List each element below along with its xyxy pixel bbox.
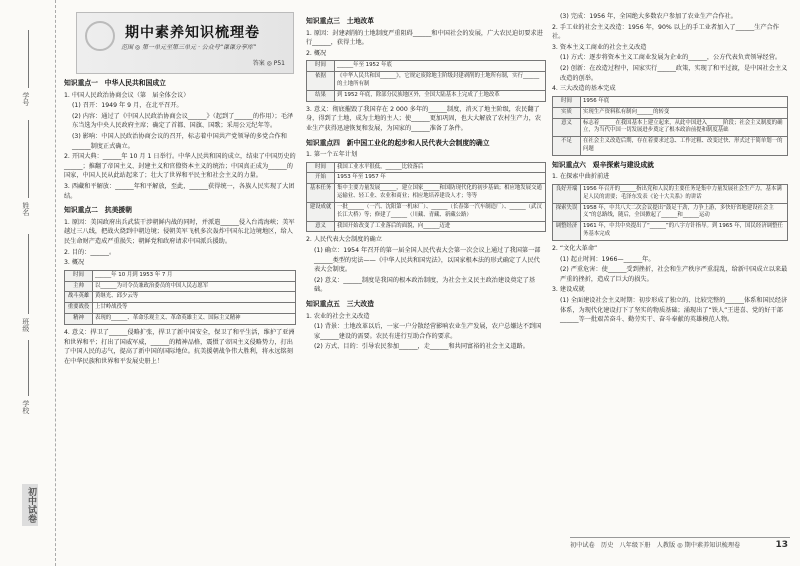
page-footer [570, 537, 790, 551]
table-cell: 一批______（一汽、沈阳第一机床厂）、______（长春第一汽车制造厂）、______（武汉长江大桥）等；修建了______（川藏、青藏、新藏公路） [335, 202, 546, 221]
column-middle [306, 12, 546, 353]
text-line: (1) 确立：1954 年召开的第一届全国人民代表大会第一次会议上通过了我国第一部______类型的宪法——《中华人民共和国宪法》，以国家根本法的形式确定了人民代表大会制度。 [314, 247, 541, 274]
table-cell: 1961 年，中共中央提出了“______”的八字方针指导。到 1965 年，国民经济调整任务基本完成 [581, 222, 788, 241]
binding-margin [0, 0, 56, 566]
table-row [553, 107, 788, 118]
column-right [552, 12, 788, 326]
table-cell: 黄继光、邱少云等 [93, 292, 296, 303]
text-line: 2. 手工业的社会主义改造：1956 年，90% 以上的手工业者加入了______生产合作社。 [552, 23, 779, 41]
table-cell: 实质 [553, 107, 581, 118]
table-row [307, 72, 546, 91]
text-line: (2) 严重危害：使______受到挫折，社会和生产秩序严重混乱，给新中国成立以来最严重的挫折，造成了巨大的损失。 [560, 266, 788, 283]
page-number: 13 [775, 540, 788, 550]
text-line: (3) 完成：1956 年，全国绝大多数农户参加了农业生产合作社。 [560, 13, 737, 20]
table-cell: 时间 [553, 96, 581, 107]
text-line: (1) 全面建设社会主义时期：初步形成了独立的、比较完整的______体系和国民经济体系，为现代化建设打下了坚实的物质基础；涌现出了“铁人”王进喜、党的好干部______等一批艰苦奋斗、勤劳实干、奋斗奉献的英雄模范人物。 [560, 297, 788, 324]
table-cell: 结果 [307, 90, 335, 101]
table-row [307, 202, 546, 221]
text-line: 3. 西藏和平解放：______年和平解放，至此，______获得统一，各族人民实现了大团结。 [64, 183, 295, 200]
table-cell: 建设成就 [307, 202, 335, 221]
table-cell: 在社会主义改造后期，存在着要求过急、工作过粗、改变过快、形式过于简单划一的问题 [581, 137, 788, 156]
table-cell: 《中华人民共和国______》，它规定废除地主阶级封建剥削的土地所有制，实行______的土地所有制 [335, 72, 546, 91]
text-line: (2) 意义：______制度是我国的根本政治制度，为社会主义民主政治建设奠定了基础。 [314, 276, 536, 294]
table-cell: 不足 [553, 137, 581, 156]
table-cell: 1953 年至 1957 年 [335, 173, 546, 184]
table-cell: 时间 [307, 162, 335, 173]
table-cell: 调整经济 [553, 222, 581, 241]
table-row [65, 314, 296, 325]
decor-circle-icon [85, 21, 115, 51]
table-row [65, 303, 296, 314]
name-label: 姓名 [21, 202, 30, 216]
section-heading: 知识重点五 三大改造 [306, 300, 374, 309]
answer-ref: 答案 ◎ P51 [252, 60, 285, 67]
table-cell: 主帅 [65, 281, 93, 292]
text-line: (3) 影响：中国人民政治协商会议的召开，标志着中国共产党领导的多党合作和______制度正式确立。 [72, 132, 287, 150]
table-cell: 重要战役 [65, 303, 93, 314]
table-cell: 集中主要力量发展______，建立国家______和国防现代化的初步基础；相应地发展交通运输业、轻工业、农业和商业；相应地培养建设人才；等等 [335, 184, 546, 203]
text-line: 3. 资本主义工商业的社会主义改造 [552, 43, 647, 51]
text-line: (1) 背景：土地改革以后，一家一户分散经营影响农业生产发展，农户总嫌达不到国家______建设的需要。农民有进行互助合作的要求。 [314, 323, 542, 340]
table-row [553, 137, 788, 156]
table-cell: 依据 [307, 72, 335, 91]
text-line: 2. “文化大革命” [552, 244, 598, 252]
table-row [553, 184, 788, 203]
table-cell: 意义 [553, 118, 581, 137]
text-line: 1. 原因：封建剥削的土地制度严重阻碍______和中国社会的发展，广大农民迫切要求进行______，获得土地。 [306, 29, 543, 47]
name-line [28, 120, 29, 198]
text-line: 3. 概况 [64, 259, 85, 267]
table-row [307, 221, 546, 232]
table-row [307, 162, 546, 173]
table-cell: 时间 [65, 270, 93, 281]
table-korea-war [64, 270, 296, 325]
table-row [65, 270, 296, 281]
table-cell: 以______为司令员兼政治委员的中国人民志愿军 [93, 281, 296, 292]
table-cell: 基本任务 [307, 184, 335, 203]
table-cell: ______年 10 月到 1953 年 7 月 [93, 270, 296, 281]
table-three-transformations [552, 96, 788, 156]
table-row [553, 118, 788, 137]
footer-text: 初中试卷 历史 八年级下册 人教版 ◎ 期中素养知识梳理卷 [570, 542, 741, 549]
table-cell: 1956 年底 [581, 96, 788, 107]
text-line: (1) 起止时间：1966—______年。 [560, 255, 655, 263]
table-cell: ______年至 1952 年底 [335, 61, 546, 72]
table-cell: 表现的______、革命乐观主义、革命英雄主义、国际主义精神 [93, 314, 296, 325]
title-banner [76, 12, 294, 74]
scope-line: 范围 ◎ 第一单元至第三单元 · 公众号“课课分享库” [121, 44, 256, 51]
table-cell: 标志着______在我国基本上建立起来，从此中国进入______阶段；社会主义制度的确立，为当代中国一切发展进步奠定了根本政治前提和制度基础 [581, 118, 788, 137]
class-line [28, 234, 29, 314]
text-line: (1) 召开：1949 年 9 月，在北平召开。 [72, 102, 183, 110]
text-line: 4. 三大改造的基本完成 [552, 85, 616, 93]
table-row [65, 292, 296, 303]
text-line: 2. 开国大典：______年 10 月 1 日举行。中华人民共和国的成立，结束了中国历史的______；推翻了帝国主义、封建主义和官僚资本主义的统治；中国真正成为______的国家，中国人民从此站起来了；壮大了世界和平民主和社会主义的力量。 [64, 153, 296, 180]
text-line: 2. 概况 [306, 49, 327, 57]
table-cell: 实现生产资料私有制向______的转变 [581, 107, 788, 118]
table-land-reform [306, 60, 546, 101]
table-cell: 1958 年，中共八大二次会议提出“鼓足干劲，力争上游，多快好省地建设社会主义”的总路线，随后，全国掀起了______和______运动 [581, 203, 788, 222]
id-line [28, 30, 29, 88]
text-line: 4. 意义：捍卫了______侵略扩张，捍卫了新中国安全，保卫了和平生活，维护了亚洲和世界和平；打出了国威军威，______的精神品格，震慑了帝国主义侵略势力，打出了中国人民的志气，提高了新中国的国际地位。抗美援朝战争伟大胜利，将永远铭刻在中华民族和世界和平发展史册上！ [64, 328, 295, 365]
text-line: 1. 第一个五年计划 [306, 151, 358, 159]
table-row [553, 96, 788, 107]
school-label: 学校 [21, 400, 30, 414]
table-cell: 到 1952 年底，除部分民族地区外，全国大陆基本上完成了土地改革 [335, 90, 546, 101]
column-left [64, 12, 296, 367]
section-heading: 知识重点二 抗美援朝 [64, 206, 132, 215]
text-line: 3. 意义：彻底摧毁了我国存在 2 000 多年的______制度，消灭了地主阶级，农民翻了身，得到了土地，成为土地的主人；使______更加巩固，也大大解放了农村生产力，农业生产获得迅速恢复和发展，为国家的______准备了条件。 [306, 105, 542, 132]
page-title: 期中素养知识梳理卷 [125, 25, 260, 41]
table-cell: 我国工业水平很低，______比较落后 [335, 162, 546, 173]
text-line: (1) 方式：逐步将资本主义工商业发展为企业的______，公方代表负责领导经营。 [560, 54, 782, 62]
text-line: 1. 农业的社会主义改造 [306, 312, 370, 320]
table-cell: 1956 年召开的______指出党和人民的主要任务是集中力量发展社会生产力，基本满足人民的需要；毛泽东发表《论十大关系》的讲话 [581, 184, 788, 203]
text-line: 1. 原因：美国政府出兵武装干涉朝鲜内战的同时，并派遣______侵入台湾海峡；美军越过三八线，把战火烧到中朝边境；侵朝美军飞机多次轰炸中国东北边境地区，给人民生命财产造成严重损失；朝鲜党和政府请求中国派兵援助。 [64, 218, 295, 245]
table-row [307, 184, 546, 203]
section-heading: 知识重点三 土地改革 [306, 17, 374, 25]
section-heading: 知识重点六 艰辛探索与建设成就 [552, 160, 654, 169]
table-row [65, 281, 296, 292]
table-cell: 上甘岭战役等 [93, 303, 296, 314]
table-row [553, 222, 788, 241]
text-line: (2) 创新：在改造过程中，国家实行______政策，实现了和平过渡，是中国社会主义改造的创举。 [560, 65, 788, 82]
text-line: 1. 中国人民政治协商会议（第 届全体会议） [64, 91, 190, 99]
table-cell: 探索失误 [553, 203, 581, 222]
table-cell: 良好开端 [553, 184, 581, 203]
table-cell: 我国开始改变了工业落后的面貌，向______迈进 [335, 221, 546, 232]
student-id-label: 学号 [21, 92, 30, 106]
table-cell: 时间 [307, 61, 335, 72]
table-row [307, 173, 546, 184]
text-line: 2. 人民代表大会制度的确立 [306, 236, 382, 244]
table-row [307, 61, 546, 72]
table-row [307, 90, 546, 101]
table-cell: 精神 [65, 314, 93, 325]
table-cell: 开始 [307, 173, 335, 184]
text-line: (2) 方式、目的：引导农民参加______，走______和共同富裕的社会主义道路。 [314, 343, 529, 351]
text-line: 1. 在探索中曲折前进 [552, 173, 610, 181]
school-line [28, 340, 29, 396]
section-heading: 知识重点四 新中国工业化的起步和人民代表大会制度的确立 [306, 138, 490, 147]
text-line: 2. 目的：______。 [64, 248, 116, 256]
text-line: (2) 内容：通过了《中国人民政治协商会议______》（起到了______的作用）；毛泽东当选为中央人民政府主席；确定了首都、国旗、国歌；采用公元纪年等。 [72, 112, 294, 130]
section-heading: 知识重点一 中华人民共和国成立 [64, 79, 166, 87]
table-cell: 意义 [307, 221, 335, 232]
class-label: 班级 [21, 318, 30, 332]
text-line: 3. 建设成就 [552, 286, 585, 294]
brand-logo: 初中试卷 [22, 484, 38, 526]
table-five-year-plan [306, 162, 546, 233]
table-row [553, 203, 788, 222]
table-exploration [552, 184, 788, 241]
table-cell: 战斗英雄 [65, 292, 93, 303]
